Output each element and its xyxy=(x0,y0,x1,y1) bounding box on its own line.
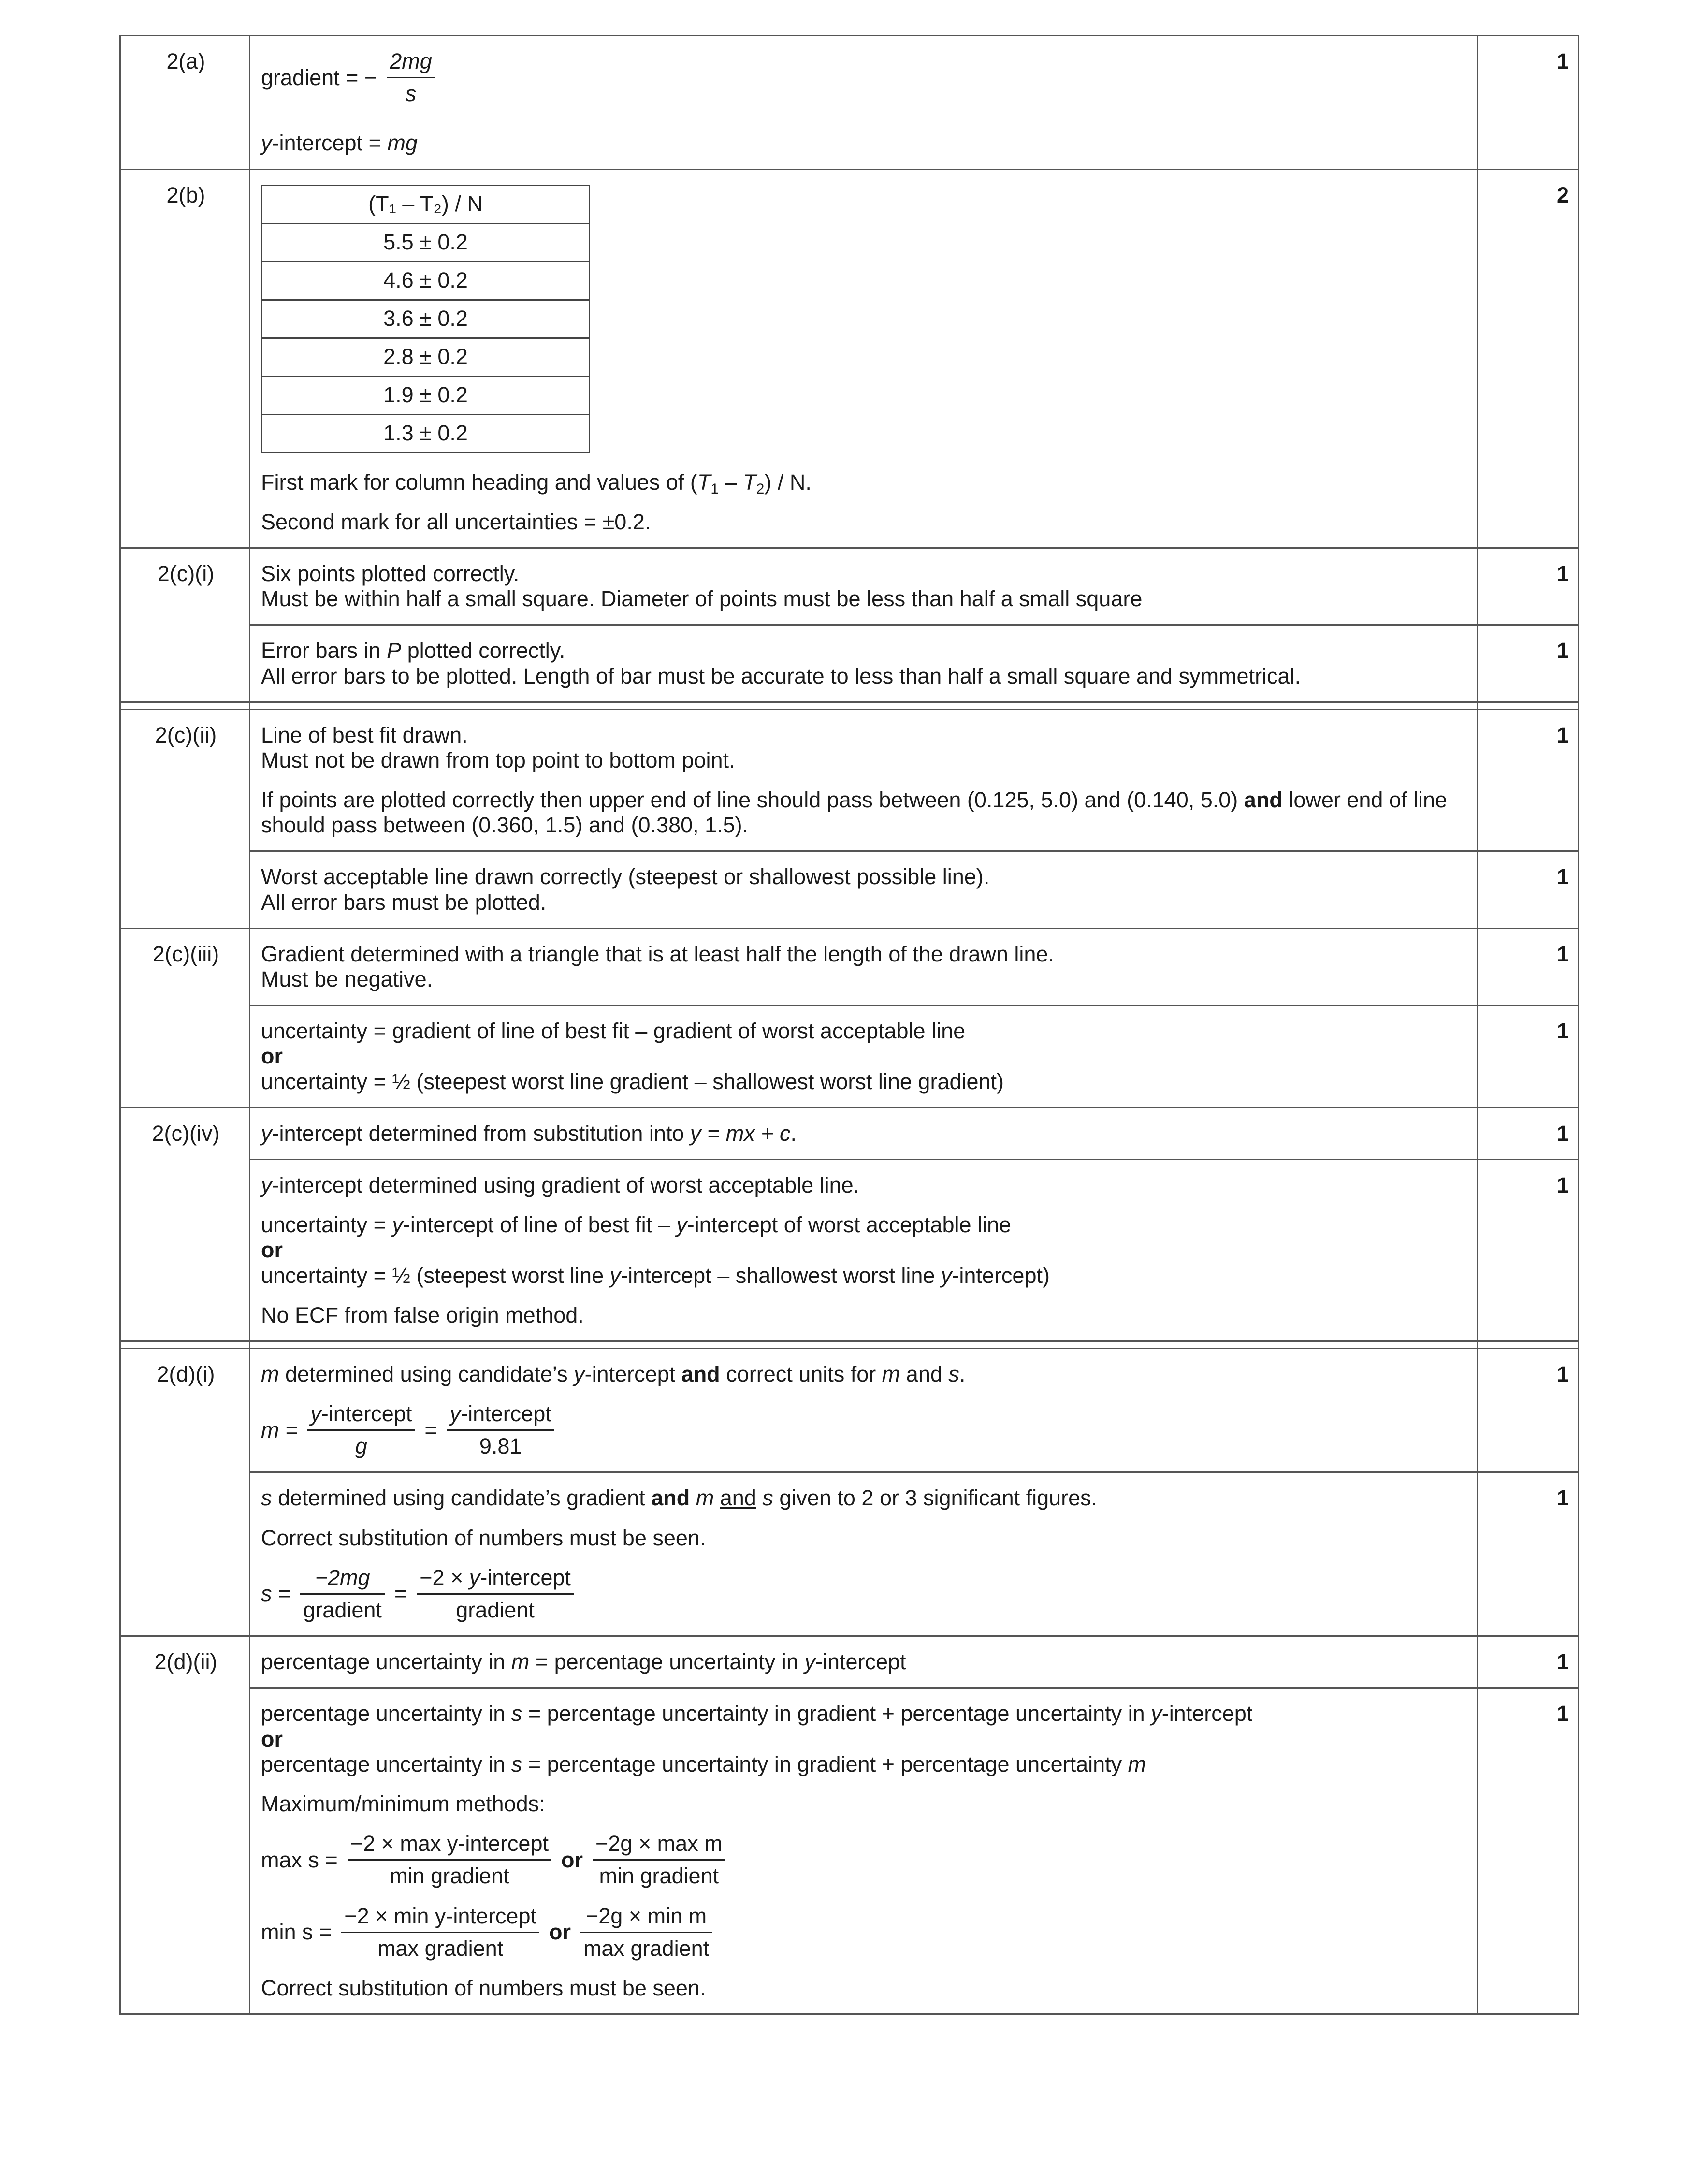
answer-line: Six points plotted correctly. xyxy=(261,561,520,586)
answer-line: Must be within half a small square. Diameter of points must be less than half a small square xyxy=(261,586,1143,612)
answer-cell xyxy=(250,1348,1478,1472)
mark-value: 1 xyxy=(1478,548,1579,625)
mass-equation: m = $\frac{\text{y-intercept}}{g}$ = $\frac{\text{y-intercept}}{9.81}$ xyxy=(261,1401,557,1459)
answer-line: percentage uncertainty in m = percentage uncertainty in y-intercept xyxy=(261,1649,906,1674)
answer-cell xyxy=(250,1159,1478,1341)
mark-value: 1 xyxy=(1478,1107,1579,1159)
mark-scheme-table xyxy=(119,35,1579,2015)
answer-cell xyxy=(250,709,1478,851)
value-cell: 4.6 ± 0.2 xyxy=(262,262,590,300)
value-cell: 2.8 ± 0.2 xyxy=(262,338,590,376)
row-2di-2 xyxy=(120,1472,1579,1636)
answer-line: y-intercept determined from substitution into y = mx + c. xyxy=(261,1121,797,1146)
row-2di-1 xyxy=(120,1348,1579,1472)
answer-line: uncertainty = ½ (steepest worst line gradient – shallowest worst line gradient) xyxy=(261,1069,1004,1094)
answer-cell xyxy=(250,1472,1478,1636)
max-s-equation: max s = $\frac{\text{−2 × max y-intercept}}{\text{min gradient}}$ or $\frac{\text{−2g × max m}}{\text{min gradient}}$ xyxy=(261,1831,728,1889)
answer-cell xyxy=(250,928,1478,1005)
gradient-equation xyxy=(261,49,438,106)
mark-value: 1 xyxy=(1478,928,1579,1005)
row-2ciii-1 xyxy=(120,928,1579,1005)
row-2ci-2 xyxy=(120,625,1579,702)
mark-value: 1 xyxy=(1478,1348,1579,1472)
y-intercept-equation: y-intercept = mg xyxy=(261,131,418,156)
answer-line: uncertainty = y-intercept of line of best fit – y-intercept of worst acceptable line xyxy=(261,1212,1012,1238)
mark-value: 1 xyxy=(1478,1688,1579,2014)
answer-cell xyxy=(250,851,1478,928)
question-label: 2(a) xyxy=(120,36,250,170)
mark-value: 1 xyxy=(1478,36,1579,170)
row-2cii-2 xyxy=(120,851,1579,928)
mark-scheme-page xyxy=(119,35,1578,2015)
answer-line: Worst acceptable line drawn correctly (steepest or shallowest possible line). xyxy=(261,864,990,889)
answer-line: Line of best fit drawn. xyxy=(261,722,468,747)
answer-line: Must be negative. xyxy=(261,967,433,991)
answer-line: Must not be drawn from top point to bottom point. xyxy=(261,747,735,772)
mark-value: 1 xyxy=(1478,1005,1579,1108)
question-label: 2(d)(ii) xyxy=(120,1636,250,2014)
row-2dii-2 xyxy=(120,1688,1579,2014)
answer-cell xyxy=(250,1107,1478,1159)
section-divider xyxy=(120,702,1579,709)
column-heading: (T₁ – T₂) / N xyxy=(262,185,590,223)
fraction-denominator: s xyxy=(405,81,417,106)
question-label: 2(c)(iv) xyxy=(120,1107,250,1341)
question-label: 2(c)(iii) xyxy=(120,928,250,1107)
row-2b xyxy=(120,169,1579,548)
answer-line: percentage uncertainty in s = percentage uncertainty in gradient + percentage uncertainty m xyxy=(261,1751,1146,1776)
row-2cii-1 xyxy=(120,709,1579,851)
mark-note-1: First mark for column heading and values of $(T_1 - T_2)$ / N. xyxy=(261,469,812,497)
question-label: 2(c)(i) xyxy=(120,548,250,702)
answer-line: Correct substitution of numbers must be seen. xyxy=(261,1975,706,2000)
answer-line: Error bars in P plotted correctly. xyxy=(261,638,565,663)
mark-value: 1 xyxy=(1478,851,1579,928)
value-cell: 5.5 ± 0.2 xyxy=(262,223,590,262)
answer-cell xyxy=(250,625,1478,702)
or-keyword: or xyxy=(261,1726,283,1751)
question-label: 2(d)(i) xyxy=(120,1348,250,1636)
answer-cell xyxy=(250,36,1478,170)
row-2a xyxy=(120,36,1579,170)
answer-line: No ECF from false origin method. xyxy=(261,1302,584,1327)
answer-line: All error bars must be plotted. xyxy=(261,889,547,915)
or-keyword: or xyxy=(261,1044,283,1069)
answer-line: Gradient determined with a triangle that is at least half the length of the drawn line. xyxy=(261,941,1054,966)
mark-value: 1 xyxy=(1478,1472,1579,1636)
mark-value: 1 xyxy=(1478,709,1579,851)
answer-line: uncertainty = ½ (steepest worst line y-intercept – shallowest worst line y-intercept) xyxy=(261,1263,1050,1288)
section-divider xyxy=(120,1341,1579,1348)
answer-line: If points are plotted correctly then upper end of line should pass between (0.125, 5.0) and (0.140, 5.0) and lower end of line should pass between (0.360, 1.5) and (0.380, 1.5). xyxy=(261,787,1448,838)
or-keyword: or xyxy=(261,1238,283,1263)
answer-line: s determined using candidate’s gradient and m and s given to 2 or 3 significant figures. xyxy=(261,1485,1098,1511)
distance-equation: s = $\frac{-2mg}{\text{gradient}}$ = $\frac{\text{−2 × y-intercept}}{\text{gradient}}$ xyxy=(261,1565,577,1623)
gradient-label: gradient = − xyxy=(261,65,377,90)
answer-cell xyxy=(250,169,1478,548)
answer-line: y-intercept determined using gradient of worst acceptable line. xyxy=(261,1172,860,1197)
answer-cell xyxy=(250,1688,1478,2014)
mark-note-2: Second mark for all uncertainties = ±0.2. xyxy=(261,509,651,534)
value-cell: 1.3 ± 0.2 xyxy=(262,414,590,452)
answer-line: uncertainty = gradient of line of best fit – gradient of worst acceptable line xyxy=(261,1019,966,1044)
row-2ciii-2 xyxy=(120,1005,1579,1108)
row-2ci-1 xyxy=(120,548,1579,625)
answer-line: m determined using candidate’s y-intercept and correct units for m and s. xyxy=(261,1361,966,1386)
answer-line: All error bars to be plotted. Length of bar must be accurate to less than half a small square and symmetrical. xyxy=(261,663,1301,688)
min-s-equation: min s = $\frac{\text{−2 × min y-intercept}}{\text{max gradient}}$ or $\frac{\text{−2g × min m}}{\text{max gradient}}$ xyxy=(261,1904,715,1961)
mark-value: 2 xyxy=(1478,169,1579,548)
values-table xyxy=(261,185,590,453)
row-2civ-1 xyxy=(120,1107,1579,1159)
mark-value: 1 xyxy=(1478,1159,1579,1341)
value-cell: 1.9 ± 0.2 xyxy=(262,376,590,414)
answer-cell xyxy=(250,1636,1478,1688)
row-2dii-1 xyxy=(120,1636,1579,1688)
answer-cell xyxy=(250,548,1478,625)
question-label: 2(b) xyxy=(120,169,250,548)
row-2civ-2 xyxy=(120,1159,1579,1341)
question-label: 2(c)(ii) xyxy=(120,709,250,928)
fraction-numerator: 2mg xyxy=(387,49,435,78)
gradient-fraction xyxy=(387,49,435,106)
answer-line: Maximum/minimum methods: xyxy=(261,1791,545,1816)
answer-cell xyxy=(250,1005,1478,1108)
answer-line: percentage uncertainty in s = percentage uncertainty in gradient + percentage uncertainty in y-intercept xyxy=(261,1701,1253,1726)
mark-value: 1 xyxy=(1478,625,1579,702)
mark-value: 1 xyxy=(1478,1636,1579,1688)
value-cell: 3.6 ± 0.2 xyxy=(262,300,590,338)
answer-line: Correct substitution of numbers must be seen. xyxy=(261,1525,706,1550)
